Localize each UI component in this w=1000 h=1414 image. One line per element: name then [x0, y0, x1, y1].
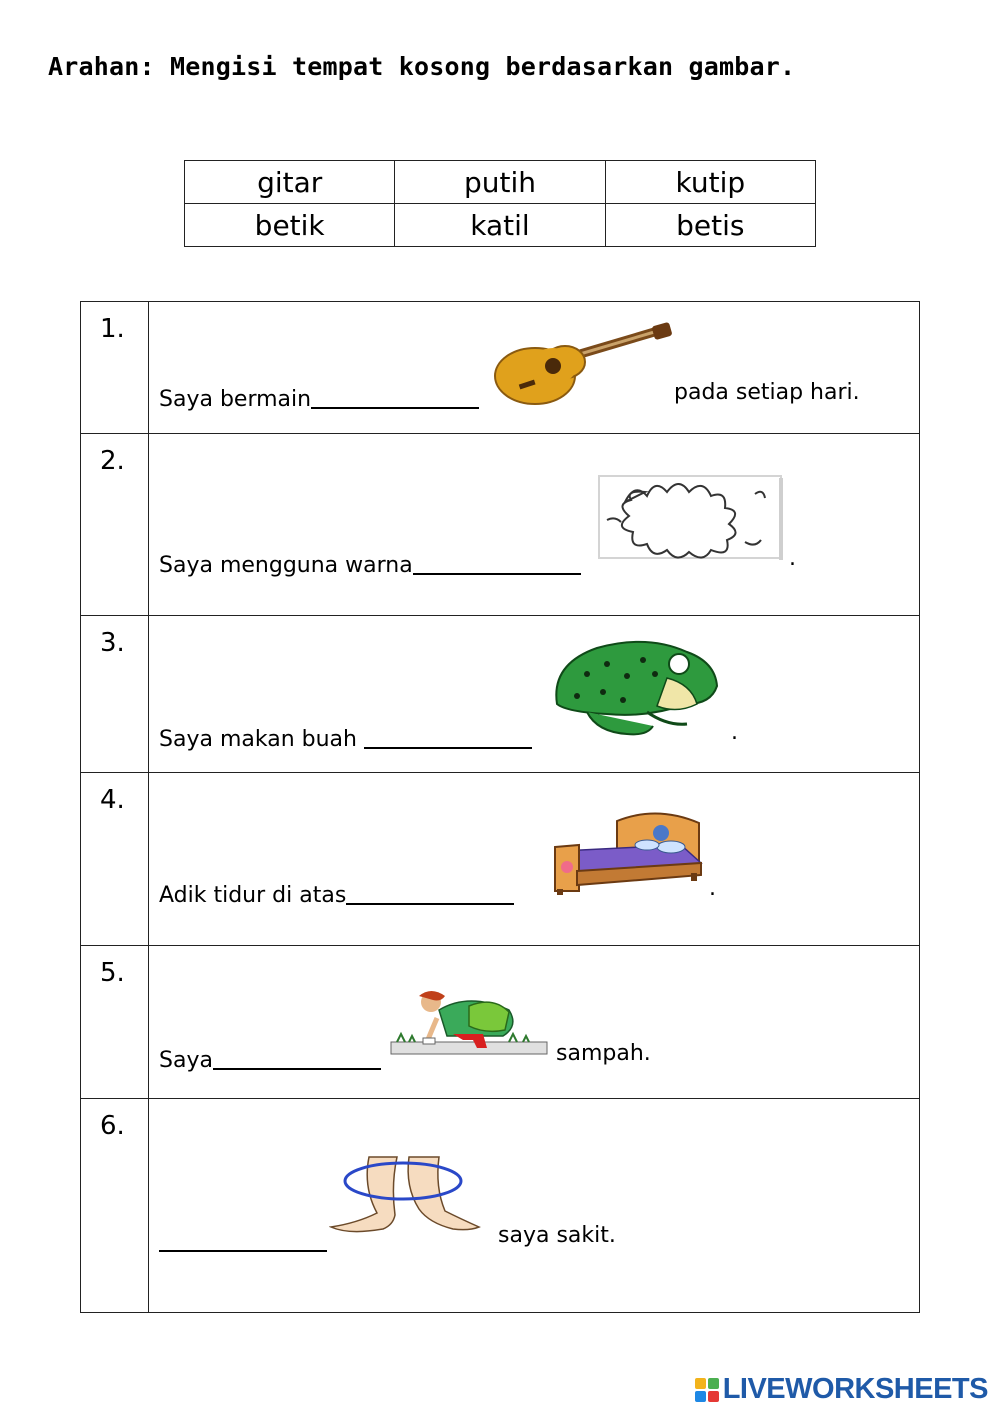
sentence-ending: . — [709, 876, 716, 901]
logo-text: LIVEWORKSHEETS — [722, 1373, 988, 1405]
sentence-ending: . — [731, 720, 738, 745]
answer-blank[interactable] — [413, 549, 581, 575]
exercise-number-cell — [81, 946, 149, 1099]
exercise-number: 4. — [100, 785, 125, 815]
word-bank-row — [185, 204, 816, 247]
exercise-number: 5. — [100, 958, 125, 988]
exercise-row — [81, 616, 920, 773]
exercise-number: 1. — [100, 314, 125, 344]
sentence-line — [159, 546, 581, 578]
sentence-text: Saya — [159, 1048, 213, 1073]
exercise-content-cell — [149, 616, 920, 773]
answer-blank[interactable] — [213, 1044, 381, 1070]
exercise-row — [81, 773, 920, 946]
exercise-content-cell — [149, 1099, 920, 1313]
frog-image — [547, 634, 723, 740]
answer-blank[interactable] — [311, 383, 479, 409]
exercise-number: 3. — [100, 628, 125, 658]
answer-blank[interactable] — [346, 879, 514, 905]
sentence-line — [159, 380, 479, 412]
word-bank-cell: katil — [395, 204, 605, 247]
exercise-row — [81, 946, 920, 1099]
exercise-number: 2. — [100, 446, 125, 476]
exercise-number: 6. — [100, 1111, 125, 1141]
exercise-number-cell — [81, 616, 149, 773]
guitar-image — [493, 322, 673, 408]
sentence-ending: . — [789, 546, 796, 571]
legs-image — [329, 1151, 493, 1241]
word-bank-cell: kutip — [605, 161, 815, 204]
exercise-number-cell — [81, 434, 149, 616]
exercise-number-cell — [81, 302, 149, 434]
answer-blank[interactable] — [364, 723, 532, 749]
sentence-line — [159, 1223, 327, 1255]
bed-image — [551, 811, 709, 897]
sentence-text: Adik tidur di atas — [159, 883, 347, 908]
answer-blank[interactable] — [159, 1226, 327, 1252]
instruction-heading: Arahan: Mengisi tempat kosong berdasarkan gambar. — [48, 52, 796, 81]
sentence-text: Saya mengguna warna — [159, 553, 413, 578]
sentence-ending: sampah. — [556, 1041, 651, 1066]
sentence-line — [159, 876, 514, 908]
exercise-row — [81, 1099, 920, 1313]
word-bank-row — [185, 161, 816, 204]
exercise-number-cell — [81, 773, 149, 946]
liveworksheets-logo — [695, 1373, 988, 1406]
exercise-content-cell — [149, 302, 920, 434]
exercise-table — [80, 301, 920, 1313]
sentence-text: Saya makan buah — [159, 727, 364, 752]
exercise-content-cell — [149, 434, 920, 616]
word-bank-cell: gitar — [185, 161, 395, 204]
word-bank-cell: betik — [185, 204, 395, 247]
exercise-content-cell — [149, 946, 920, 1099]
exercise-number-cell — [81, 1099, 149, 1313]
sentence-ending: saya sakit. — [498, 1223, 616, 1248]
exercise-row — [81, 302, 920, 434]
sentence-ending: pada setiap hari. — [674, 380, 860, 405]
word-bank-table — [184, 160, 816, 247]
sentence-line — [159, 720, 532, 752]
white-splash-image — [595, 472, 783, 560]
word-bank-cell: betis — [605, 204, 815, 247]
sentence-line — [159, 1041, 381, 1073]
picking-rubbish-image — [389, 990, 549, 1064]
sentence-text: Saya bermain — [159, 387, 312, 412]
logo-grid-icon — [695, 1378, 719, 1402]
exercise-row — [81, 434, 920, 616]
exercise-content-cell — [149, 773, 920, 946]
word-bank-cell: putih — [395, 161, 605, 204]
